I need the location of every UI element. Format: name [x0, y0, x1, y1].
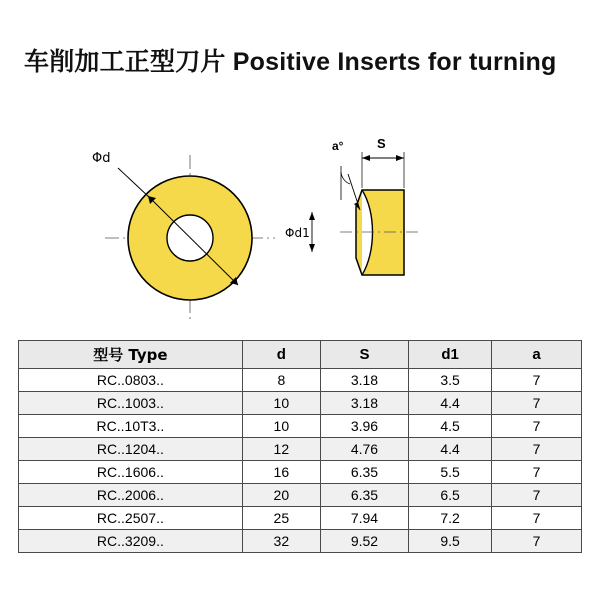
s-label: S — [377, 136, 386, 151]
cell-d: 10 — [242, 392, 320, 415]
cell-s: 3.18 — [320, 369, 408, 392]
page-title-english: Positive Inserts for turning — [225, 48, 557, 76]
cell-type: RC..3209.. — [19, 530, 243, 553]
cell-d1: 4.5 — [409, 415, 492, 438]
cell-a: 7 — [492, 438, 582, 461]
cell-d: 20 — [242, 484, 320, 507]
column-header-s: S — [320, 341, 408, 369]
cell-s: 9.52 — [320, 530, 408, 553]
cell-d1: 5.5 — [409, 461, 492, 484]
table-row — [19, 392, 582, 415]
cell-d: 32 — [242, 530, 320, 553]
page-title-chinese: 车削加工正型刀片 — [24, 47, 226, 76]
table-row — [19, 507, 582, 530]
cell-type: RC..2507.. — [19, 507, 243, 530]
cell-s: 3.96 — [320, 415, 408, 438]
top-view-group — [92, 151, 275, 322]
side-view-group — [285, 136, 420, 275]
cell-s: 3.18 — [320, 392, 408, 415]
d1-label: Φd1 — [285, 226, 310, 240]
cell-s: 6.35 — [320, 484, 408, 507]
s-arrow-right — [396, 155, 404, 161]
cell-a: 7 — [492, 369, 582, 392]
cell-type: RC..1204.. — [19, 438, 243, 461]
cell-a: 7 — [492, 484, 582, 507]
table-row — [19, 484, 582, 507]
table-row — [19, 530, 582, 553]
cell-d1: 4.4 — [409, 438, 492, 461]
table-row — [19, 461, 582, 484]
specification-table — [18, 340, 582, 553]
phi-d-label: Φd — [92, 151, 111, 166]
column-header-type: 型号 Type — [19, 341, 243, 369]
s-arrow-left — [362, 155, 370, 161]
cell-type: RC..2006.. — [19, 484, 243, 507]
cell-d: 10 — [242, 415, 320, 438]
cell-type: RC..1606.. — [19, 461, 243, 484]
cell-d: 12 — [242, 438, 320, 461]
cell-a: 7 — [492, 530, 582, 553]
table-header-row — [19, 341, 582, 369]
cell-d: 16 — [242, 461, 320, 484]
cell-d1: 3.5 — [409, 369, 492, 392]
table-body — [19, 369, 582, 553]
column-header-d: d — [242, 341, 320, 369]
table-row — [19, 369, 582, 392]
cell-d: 25 — [242, 507, 320, 530]
cell-a: 7 — [492, 507, 582, 530]
cell-type: RC..1003.. — [19, 392, 243, 415]
table-row — [19, 415, 582, 438]
cell-s: 6.35 — [320, 461, 408, 484]
cell-a: 7 — [492, 415, 582, 438]
d1-arrow-bottom — [309, 244, 315, 252]
cell-d: 8 — [242, 369, 320, 392]
cell-s: 7.94 — [320, 507, 408, 530]
column-header-d1: d1 — [409, 341, 492, 369]
cell-d1: 4.4 — [409, 392, 492, 415]
angle-label: a° — [332, 139, 344, 153]
cell-type: RC..10T3.. — [19, 415, 243, 438]
insert-diagram — [0, 100, 600, 330]
cell-d1: 9.5 — [409, 530, 492, 553]
cell-s: 4.76 — [320, 438, 408, 461]
phi-d-leader — [118, 168, 150, 198]
d1-arrow-top — [309, 212, 315, 220]
cell-a: 7 — [492, 461, 582, 484]
cell-type: RC..0803.. — [19, 369, 243, 392]
cell-a: 7 — [492, 392, 582, 415]
cell-d1: 7.2 — [409, 507, 492, 530]
table-row — [19, 438, 582, 461]
angle-arc — [341, 172, 350, 184]
column-header-a: a — [492, 341, 582, 369]
cell-d1: 6.5 — [409, 484, 492, 507]
page-title — [24, 42, 556, 78]
